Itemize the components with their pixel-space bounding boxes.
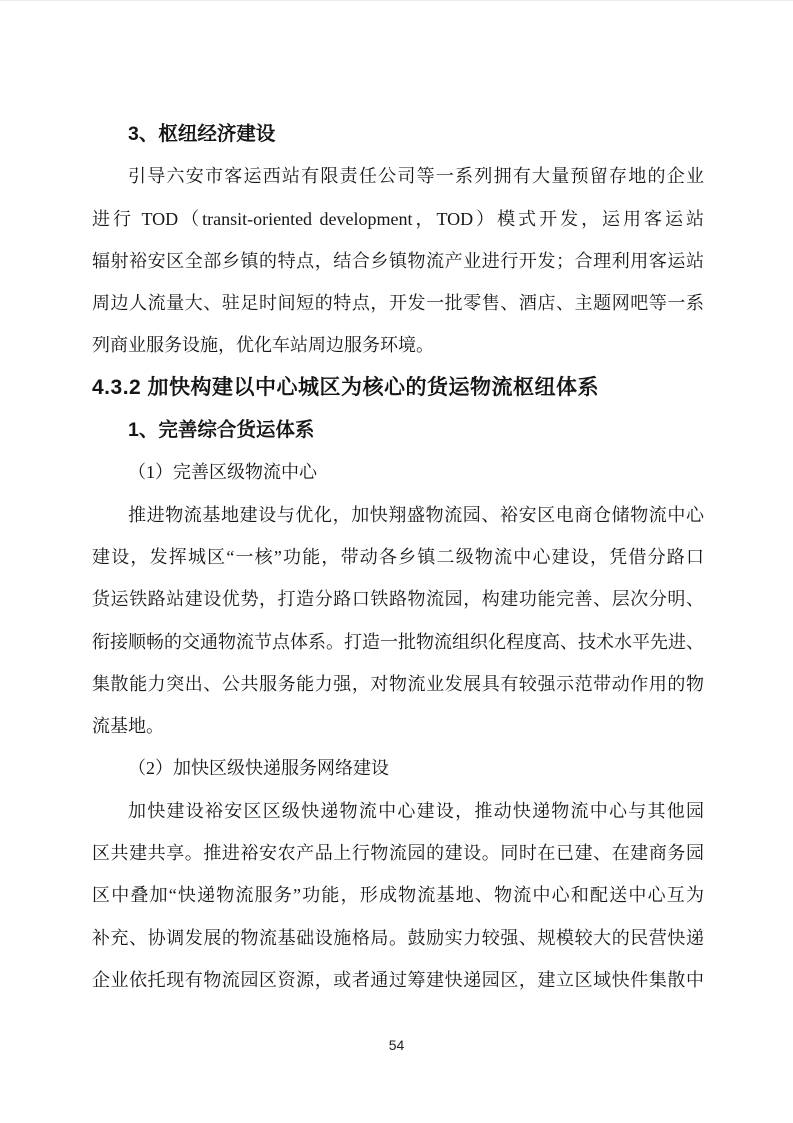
subheading-express-network: （2）加快区级快递服务网络建设	[128, 758, 389, 779]
paragraph-logistics-base	[92, 494, 704, 748]
text-line: 衔接顺畅的交通物流节点体系。打造一批物流组织化程度高、技术水平先进、	[92, 631, 704, 652]
text-line: 流基地。	[92, 716, 164, 737]
page-footer	[0, 1037, 793, 1055]
text-line: 进行 TOD（transit-oriented development，TOD）模式开发，运用客运站	[92, 208, 704, 229]
heading-hub-economy: 3、枢纽经济建设	[128, 123, 276, 145]
paragraph-tod-development	[92, 155, 704, 366]
text-line: 列商业服务设施，优化车站周边服务环境。	[92, 335, 434, 356]
text-line: 推进物流基地建设与优化，加快翔盛物流园、裕安区电商仓储物流中心	[128, 504, 704, 525]
document-content	[92, 113, 704, 1001]
text-line: 集散能力突出、公共服务能力强，对物流业发展具有较强示范带动作用的物	[92, 673, 704, 694]
heading-freight-system: 1、完善综合货运体系	[128, 419, 315, 442]
text-line: 区中叠加“快递物流服务”功能，形成物流基地、物流中心和配送中心互为	[92, 885, 704, 906]
text-line: 补充、协调发展的物流基础设施格局。鼓励实力较强、规模较大的民营快递	[92, 927, 704, 948]
text-line: 辐射裕安区全部乡镇的特点，结合乡镇物流产业进行开发；合理利用客运站	[92, 250, 704, 271]
text-line: 区共建共享。推进裕安农产品上行物流园的建设。同时在已建、在建商务园	[92, 843, 704, 864]
paragraph-express-center	[92, 790, 704, 1001]
text-line: 企业依托现有物流园区资源，或者通过筹建快递园区，建立区域快件集散中	[92, 969, 704, 990]
text-line: 建设，发挥城区“一核”功能，带动各乡镇二级物流中心建设，凭借分路口	[92, 546, 704, 567]
text-line: 引导六安市客运西站有限责任公司等一系列拥有大量预留存地的企业	[128, 166, 704, 187]
text-line: 货运铁路站建设优势，打造分路口铁路物流园，构建功能完善、层次分明、	[92, 589, 704, 610]
heading-section-4-3-2: 4.3.2 加快构建以中心城区为核心的货运物流枢纽体系	[92, 375, 600, 399]
page-number: 54	[388, 1037, 405, 1053]
text-line: 周边人流量大、驻足时间短的特点，开发一批零售、酒店、主题网吧等一系	[92, 293, 704, 314]
subheading-district-logistics-center: （1）完善区级物流中心	[128, 462, 317, 483]
text-line: 加快建设裕安区区级快递物流中心建设，推动快递物流中心与其他园	[128, 800, 704, 821]
